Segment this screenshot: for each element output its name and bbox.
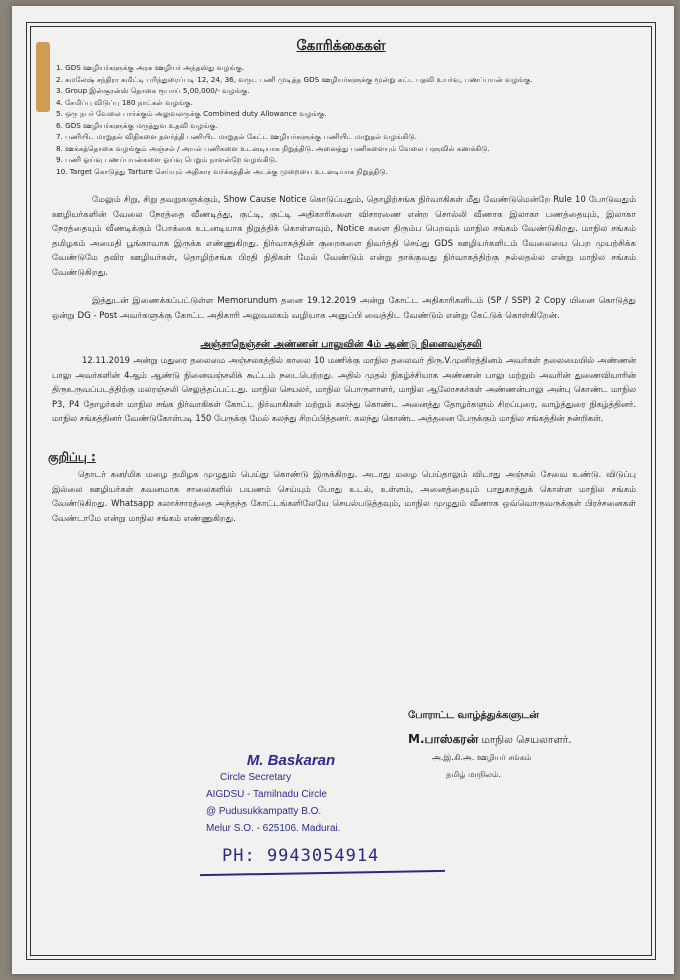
demand-item: 1. GDS ஊழியர்களுக்கு அரசு ஊழியர் அந்தஸ்து வழங்கு. (56, 63, 245, 72)
demand-item: 8. ஊக்கத்தொகை வழங்கும் அஞ்சல் / அயல் பணிகளை உடனடியாக நிறுத்திடு. அனைத்து பணிகளையும் வேலை பளுவில் கணக்கிடு. (56, 143, 490, 153)
document-title: கோரிக்கைகள் (296, 38, 386, 54)
demand-item: 2. கமலேஷ் சந்திரா கமிட்டி பரிந்துரைப்படி 12, 24, 36, வருட பணி முடித்த GDS ஊழியர்களுக்கு மூன்று கட்ட பதவி உயர்வு, பணப்பயன் வழங்கு. (56, 74, 533, 84)
demand-item: 9. பணி ஓய்வு பணப்பயன்களை ஓய்வு பெறும் நாளன்றே வழங்கிடு. (56, 155, 278, 164)
paragraph-notice: மேலும் சிறு, சிறு தவறுகளுக்கும், Show Cause Notice கொடுப்பதும், தொழிற்சங்க நிர்வாகிகள் மீது வேண்டுமென்றே Rule 10 போடுவதும் ஊழியர்களின் வேலை நேரத்தை வீணடித்து, குட்டி, குட்டி அதிகாரிகளை விசாரணை என்ற சொல்லி வீணாக இலாகா பணத்தையும், இலாகா நேரத்தையும் வீணடிக்கும் போக்கை உடனடியாக நிறுத்திக் கொள்ளவும், Notice களை திரும்ப பெறவும் மாநில சங்கம் வேண்டுகிறது. மாநில சங்கம் தமிழகம் அமைதி பூங்காவாக இருக்க எண்ணுகிறது. நிர்வாகத்தின் குறைகளை நிவர்த்தி செய்து GDS ஊழியர்களிடம் வேலையை பெற முயற்சிக்க வேண்டுமே தவிர ஊழியர்கள், தொழிற்சங்க பிரதி நிதிகள் மேல் வேண்டும் என்று தாக்குவது நிர்வாகத்திற்கு நல்லதல்ல என்று மாநில சங்கம் வேண்டுகிறது. (52, 195, 636, 278)
stamp-line: Melur S.O. - 625106. Madurai. (206, 823, 341, 834)
document-body (42, 30, 640, 526)
demand-item: 7. பணியிட மாறுதல் விதிகளை தளர்த்தி பணியிட மாறுதல் கேட்ட ஊழியர்களுக்கு பணியிட மாறுதல் வழங்கிடு. (56, 132, 417, 141)
paragraph-note: தொடர் கன/மிக மழை தமிழக முழுதும் பெய்து கொண்டு இருக்கிறது. அடாது மழை பெய்தாலும் விடாது அஞ்சல் சேவை உண்டு. விடுப்பு இல்லை ஊழியர்கள் கவனமாக சாலைகளில் பயணம் செய்யும் போது உடல், உள்ளம், அனைத்தையும் பாதுகாத்துக் கொள்ள மாநில சங்கம் வேண்டுகிறது. Whatsapp கலாச்சாரத்தை அந்தந்த கோட்டங்களிலேயே செயல்படுத்தவும், மாநில முழுதும் வீணாக ஒவ்வொருவருக்குள் பிரச்சனைகள் வேண்டாமே என்று மாநில சங்கம் எண்ணுகிறது. (52, 469, 636, 524)
stamp-line: @ Pudusukkampatty B.O. (206, 806, 322, 817)
org-line-1: அ.இ.கி.அ. ஊழியர் சங்கம் (432, 753, 532, 762)
rubber-stamp (206, 752, 386, 837)
stamp-line: AIGDSU - Tamilnadu Circle (206, 789, 327, 800)
handwritten-phone: PH: 9943054914 (222, 846, 380, 866)
paragraph-memorandum: இத்துடன் இணைக்கப்பட்டுள்ள Memorundum தனை 19.12.2019 அன்று கோட்ட அதிகாரிகளிடம் (SP / SSP) 2 Copy யினை கொடுத்து ஒன்று DG - Post அவர்களுக்கு கோட்ட அதிகாரி அலுவலகம் வழியாக அனுப்பி வைத்திட வேண்டும் என்று கேட்டுக் கொள்கிறேன். (52, 296, 636, 321)
closing-greeting: போராட்ட வாழ்த்துக்களுடன் (408, 710, 539, 721)
demand-item: 10. Target கொடுத்து Tarture செய்யும் அதிகார வர்க்கத்தின் அடக்கு முறையை உடனடியாக நிறுத்திடு. (56, 166, 388, 176)
signer-block (408, 732, 572, 748)
demands-list (42, 62, 640, 177)
note-label: குறிப்பு : (48, 449, 96, 464)
signer-role: மாநில செயலாளர். (481, 734, 572, 746)
demand-item: 5. ஒரு நபர் வேலை பார்க்கும் அலுவலருக்கு Combined duty Allowance வழங்கு. (56, 109, 327, 118)
demand-item: 4. சேமிப்பு விடுப்பு 180 நாட்கள் வழங்கு. (56, 97, 193, 107)
stamp-name: M. Baskaran (246, 752, 336, 769)
demand-item: 3. Group இன்சூரன்ஸ் தொகை ரூபாய் 5,00,000/- வழங்கு. (56, 86, 250, 95)
demand-item: 6. GDS ஊழியர்களுக்கு மருத்துவ உதவி வழங்கு. (56, 120, 219, 130)
org-line-2: தமிழ் மாநிலம். (446, 770, 501, 779)
stamp-line: Circle Secretary (220, 772, 292, 783)
paragraph-tribute: 12.11.2019 அன்று மதுரை தலைமை அஞ்சலகத்தில் காலை 10 மணிக்கு மாநில தலைவர் திரு.V.முனிரத்தினம் அவர்கள் தலைமையில் அண்ணன் பாலு அவர்களின் 4ஆம் ஆண்டு நினைவஞ்சலிக் கூட்டம் நடைபெற்றது. அதில் முதல் நிகழ்ச்சியாக அண்ணன் பாலு மற்றும் அவரின் துணைவியாரின் திருஉருவப்படத்திற்கு மலரஞ்சலி செலுத்தப்பட்டது. மாநில செயலர், மாநில பொருளாளர், மாநில ஆலோசகர்கள் அண்ணன்பாலு அன்பு கொண்ட மாநில P3, P4 தோழர்கள் மாநில சங்க நிர்வாகிகள் கோட்ட நிர்வாகிகள் மற்றும் கலந்து கொண்ட அனைத்து தோழர்களும் சிறப்புரை, வாழ்த்துரை நிகழ்த்தினர். மாநில சங்கத்தினர் வேண்டுகோள்படி 150 பேருக்கு மேல் கலந்து சிறப்பித்தனர். கலந்து கொண்ட அத்தனை பேருக்கும் மாநில சங்கத்தின் நன்றிகள். (52, 355, 636, 424)
signer-name: M.பாஸ்கரன் (408, 732, 479, 746)
tribute-heading: அஞ்சாநெஞ்சன் அண்ணன் பாலுவின் 4ம் ஆண்டு நினைவஞ்சலி (200, 339, 482, 350)
